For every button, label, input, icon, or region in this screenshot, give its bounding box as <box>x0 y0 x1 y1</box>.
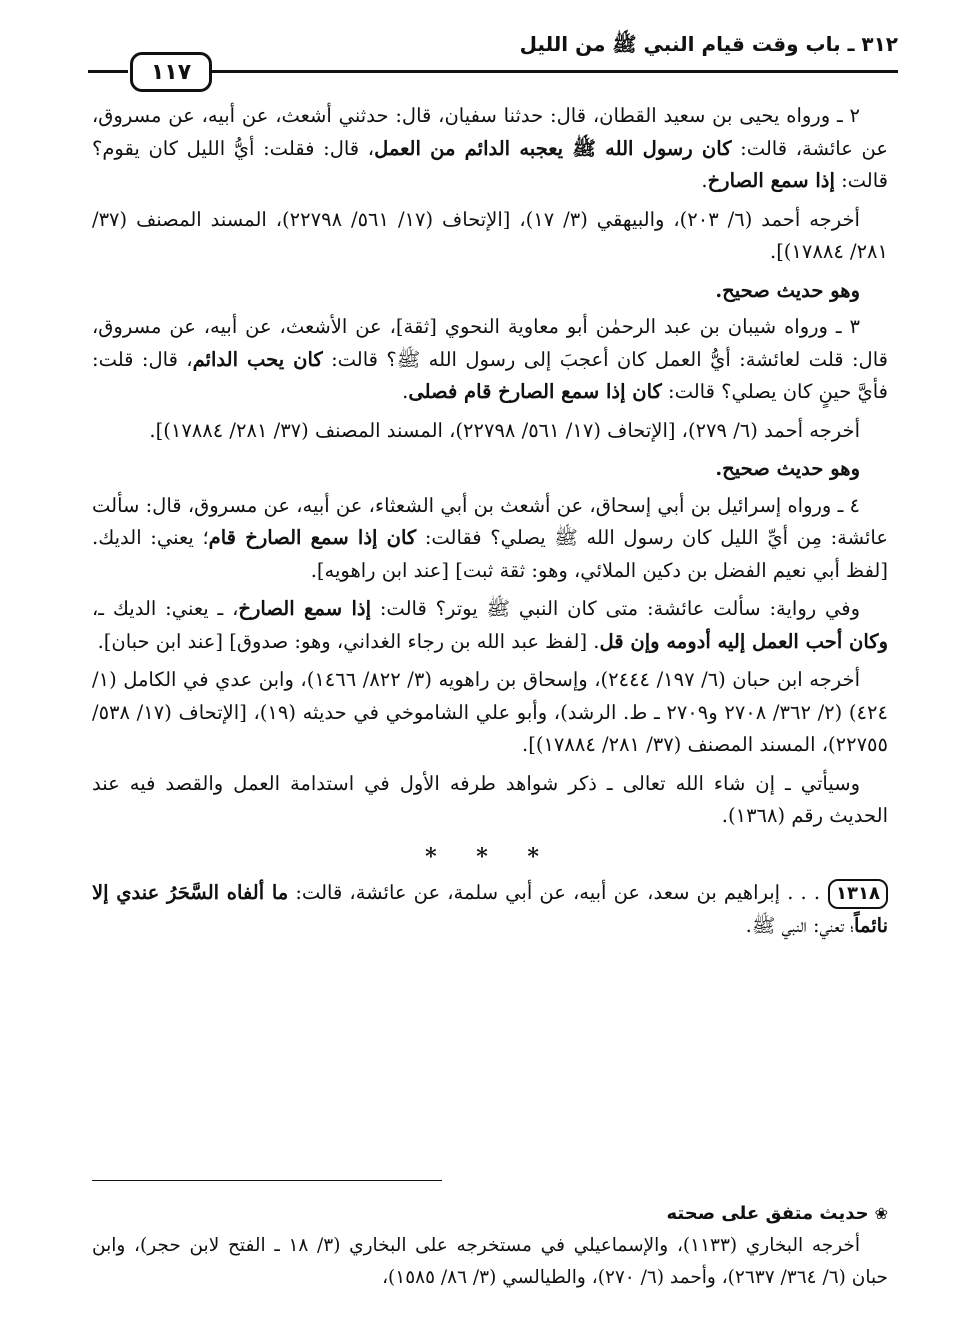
verdict-3: وهو حديث صحيح. <box>715 457 860 480</box>
paragraph-cross-reference: وسيأتي ـ إن شاء الله تعالى ـ ذكر شواهد طرفه الأول في استدامة العمل والقصد فيه عند الحديث رقم (١٣٦٨). <box>92 771 888 827</box>
header-rule-left <box>88 70 128 73</box>
main-text <box>92 100 888 948</box>
hadith-number-badge: ١٣١٨ <box>828 879 888 909</box>
page-header <box>88 30 898 85</box>
chapter-title: ٣١٢ ـ باب وقت قيام النبي ﷺ من الليل <box>519 32 898 56</box>
page-number-badge: ١١٧ <box>130 52 212 92</box>
footnote-divider <box>92 1180 442 1181</box>
takhrij-2: أخرجه أحمد (٦/ ٢٠٣)، والبيهقي (٣/ ١٧)، [الإتحاف (١٧/ ٥٦١/ ٢٢٧٩٨)، المسند المصنف (٣٧/ ٢٨١/ ١٧٨٨٤)]. <box>92 207 888 263</box>
takhrij-4: أخرجه ابن حبان (٦/ ١٩٧/ ٢٤٤٤)، وإسحاق بن راهويه (٣/ ٨٢٢/ ١٤٦٦)، وابن عدي في الكامل (١/ ٤٢٤) (٢/ ٣٦٢/ ٢٧٠٨ و٢٧٠٩ ـ ط. الرشد)، وأبو علي الشاموخي في حديثه (١٩)، [الإتحاف (١٧/ ٥٣٨/ ٢٢٧٥٥)، المسند المصنف (٣٧/ ٢٨١/ ١٧٨٨٤)]. <box>92 668 888 756</box>
section-separator-stars: * * * <box>425 843 555 870</box>
paragraph-narration-3: ٣ ـ ورواه شيبان بن عبد الرحمٰن أبو معاوية النحوي [ثقة]، عن الأشعث، عن أبيه، عن مسروق، قال: قلت لعائشة: أيُّ العمل كان أعجبَ إلى رسول الله ﷺ؟ قالت: كان يحب الدائم، قال: قلت: فأيَّ حينٍ كان يصلي؟ قالت: كان إذا سمع الصارخ قام فصلى. <box>92 315 888 403</box>
footnote-heading: ❀حديث متفق على صحته <box>92 1198 888 1230</box>
paragraph-narration-4: ٤ ـ ورواه إسرائيل بن أبي إسحاق، عن أشعث بن أبي الشعثاء، عن أبيه، عن مسروق، قال: سألت عائشة: مِن أيِّ الليل كان رسول الله ﷺ يصلي؟ فقالت: كان إذا سمع الصارخ قام؛ يعني: الديك. [لفظ أبي نعيم الفضل بن دكين الملائي، وهو: ثقة ثبت] [عند ابن راهويه]. <box>92 493 888 582</box>
paragraph-narration-2: ٢ ـ ورواه يحيى بن سعيد القطان، قال: حدثنا سفيان، قال: حدثني أشعث، عن أبيه، عن مسروق، عن عائشة، قالت: كان رسول الله ﷺ يعجبه الدائم من العمل، قال: فقلت: أيُّ الليل كان يقوم؟ قالت: إذا سمع الصارخ. <box>92 104 889 192</box>
verdict-2: وهو حديث صحيح. <box>715 278 860 302</box>
header-rule <box>208 70 898 73</box>
footnote <box>92 1198 888 1300</box>
flower-ornament-icon: ❀ <box>874 1204 888 1223</box>
footnote-text: أخرجه البخاري (١١٣٣)، والإسماعيلي في مستخرجه على البخاري (٣/ ١٨ ـ الفتح لابن حجر)، وابن حبان (٦/ ٣٦٤/ ٢٦٣٧)، وأحمد (٦/ ٢٧٠)، والطيالسي (٣/ ٨٦/ ١٥٨٥)، <box>92 1235 888 1288</box>
takhrij-3: أخرجه أحمد (٦/ ٢٧٩)، [الإتحاف (١٧/ ٥٦١/ ٢٢٧٩٨)، المسند المصنف (٣٧/ ٢٨١/ ١٧٨٨٤)]. <box>149 418 860 442</box>
paragraph-hadith-1318: ١٣١٨. . . إبراهيم بن سعد، عن أبيه، عن أبي سلمة، عن عائشة، قالت: ما ألفاه السَّحَرُ عندي إلا نائماً؛ تعني: النبي ﷺ. <box>92 881 888 937</box>
paragraph-variant-riwaya: وفي رواية: سألت عائشة: متى كان النبي ﷺ يوتر؟ قالت: إذا سمع الصارخ، ـ يعني: الديك ـ، وكان أحب العمل إليه أدومه وإن قل. [لفظ عبد الله بن رجاء الغداني، وهو: صدوق] [عند ابن حبان]. <box>92 597 888 653</box>
